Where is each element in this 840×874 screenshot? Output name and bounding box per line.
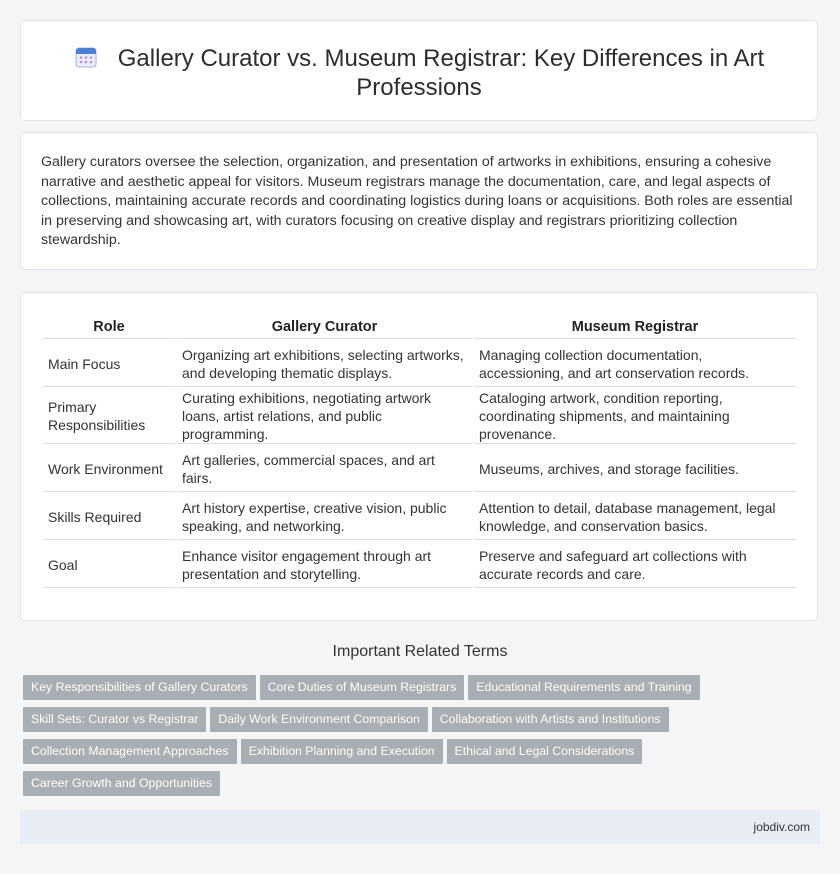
registrar-cell: Attention to detail, database management, legal knowledge, and conservation basics. <box>474 492 796 540</box>
registrar-cell: Museums, archives, and storage facilities. <box>474 444 796 492</box>
row-label: Work Environment <box>43 444 175 492</box>
header-gallery-curator: Gallery Curator <box>177 315 472 339</box>
curator-cell: Organizing art exhibitions, selecting artworks, and developing thematic displays. <box>177 339 472 387</box>
related-term-tag[interactable]: Ethical and Legal Considerations <box>447 739 643 764</box>
footer-site-link[interactable]: jobdiv.com <box>753 820 810 834</box>
registrar-cell: Cataloging artwork, condition reporting, coordinating shipments, and maintaining provenance. <box>474 387 796 444</box>
page-title: Gallery Curator vs. Museum Registrar: Key Differences in Art Professions <box>117 45 765 101</box>
row-label: Goal <box>43 540 175 588</box>
calendar-icon <box>74 45 98 69</box>
table-row <box>43 339 796 387</box>
related-terms-list <box>23 675 803 803</box>
related-terms-title: Important Related Terms <box>332 643 508 660</box>
comparison-table <box>41 315 798 588</box>
related-term-tag[interactable]: Skill Sets: Curator vs Registrar <box>23 707 206 732</box>
registrar-cell: Managing collection documentation, accessioning, and art conservation records. <box>474 339 796 387</box>
intro-paragraph: Gallery curators oversee the selection, organization, and presentation of artworks in exhibitions, ensuring a cohesive narrative and aesthetic appeal for visitors. Museum registrars manage the documentation, care, and legal aspects of collections, maintaining accurate records and coordinating logistics during loans or acquisitions. Both roles are essential in preserving and showcasing art, with curators focusing on creative display and registrars prioritizing collection stewardship. <box>41 154 793 249</box>
table-row <box>43 444 796 492</box>
table-row <box>43 540 796 588</box>
related-term-tag[interactable]: Exhibition Planning and Execution <box>241 739 443 764</box>
comparison-table-card <box>20 292 818 621</box>
page-title-wrap <box>41 44 797 102</box>
related-term-tag[interactable]: Educational Requirements and Training <box>468 675 699 700</box>
related-term-tag[interactable]: Core Duties of Museum Registrars <box>260 675 465 700</box>
row-label: Skills Required <box>43 492 175 540</box>
table-header-row <box>43 315 796 339</box>
header-museum-registrar: Museum Registrar <box>474 315 796 339</box>
intro-card <box>20 132 818 270</box>
footer <box>20 810 820 844</box>
curator-cell: Art history expertise, creative vision, public speaking, and networking. <box>177 492 472 540</box>
table-row <box>43 492 796 540</box>
curator-cell: Art galleries, commercial spaces, and art fairs. <box>177 444 472 492</box>
curator-cell: Curating exhibitions, negotiating artwork loans, artist relations, and public programming. <box>177 387 472 444</box>
related-term-tag[interactable]: Career Growth and Opportunities <box>23 771 220 796</box>
row-label: Primary Responsibilities <box>43 387 175 444</box>
related-term-tag[interactable]: Daily Work Environment Comparison <box>210 707 427 732</box>
header-role: Role <box>43 315 175 339</box>
related-term-tag[interactable]: Key Responsibilities of Gallery Curators <box>23 675 256 700</box>
table-row <box>43 387 796 444</box>
registrar-cell: Preserve and safeguard art collections with accurate records and care. <box>474 540 796 588</box>
related-term-tag[interactable]: Collaboration with Artists and Institutions <box>432 707 669 732</box>
header-card <box>20 20 818 121</box>
row-label: Main Focus <box>43 339 175 387</box>
curator-cell: Enhance visitor engagement through art presentation and storytelling. <box>177 540 472 588</box>
related-term-tag[interactable]: Collection Management Approaches <box>23 739 237 764</box>
